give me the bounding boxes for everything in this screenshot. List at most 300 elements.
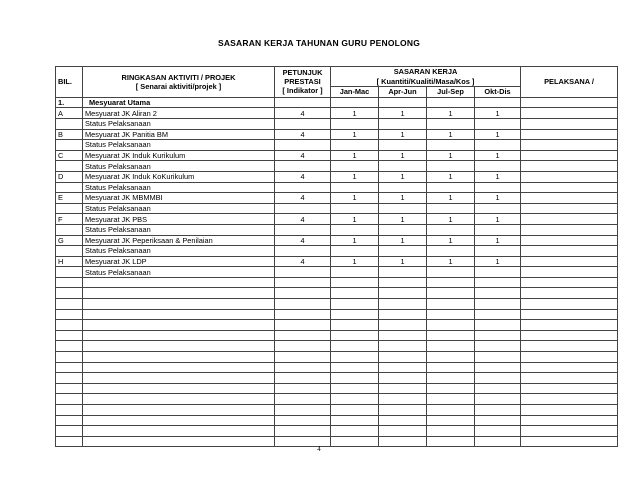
row-activity: Mesyuarat JK Aliran 2 [83,108,275,119]
row-indicator: 4 [275,193,331,204]
empty-cell [331,320,379,331]
row-status: Status Pelaksanaan [83,161,275,172]
row-status: Status Pelaksanaan [83,246,275,257]
empty-cell [475,224,521,235]
work-target-table [55,66,618,447]
empty-cell [331,352,379,363]
row-q1: 1 [331,193,379,204]
empty-cell [275,405,331,416]
row-q1: 1 [331,235,379,246]
row-q1: 1 [331,256,379,267]
empty-row [56,341,618,352]
empty-cell [427,277,475,288]
table-row-status [56,224,618,235]
empty-cell [56,330,83,341]
table-row-status [56,203,618,214]
empty-cell [427,341,475,352]
empty-cell [521,352,618,363]
empty-cell [521,299,618,310]
page-number: 4 [317,445,321,453]
table-row [56,193,618,204]
empty-cell [275,288,331,299]
empty-cell [427,140,475,151]
row-q4: 1 [475,171,521,182]
empty-cell [56,277,83,288]
empty-cell [521,341,618,352]
empty-cell [379,383,427,394]
empty-cell [521,140,618,151]
row-pelaksana [521,235,618,246]
row-q1: 1 [331,108,379,119]
empty-cell [331,394,379,405]
empty-cell [427,320,475,331]
empty-cell [379,299,427,310]
header-q2: Apr-Jun [379,87,427,98]
empty-cell [83,362,275,373]
empty-cell [475,203,521,214]
empty-cell [379,405,427,416]
empty-cell [56,118,83,129]
row-activity: Mesyuarat JK PBS [83,214,275,225]
empty-row [56,426,618,437]
row-activity: Mesyuarat JK LDP [83,256,275,267]
row-pelaksana [521,193,618,204]
empty-cell [56,182,83,193]
empty-cell [275,415,331,426]
empty-cell [427,288,475,299]
empty-cell [379,309,427,320]
empty-cell [521,320,618,331]
empty-cell [56,405,83,416]
empty-cell [275,330,331,341]
empty-cell [331,246,379,257]
empty-cell [475,320,521,331]
empty-cell [521,203,618,214]
empty-cell [379,330,427,341]
empty-cell [379,394,427,405]
empty-cell [331,405,379,416]
empty-cell [56,224,83,235]
empty-cell [427,224,475,235]
row-indicator: 4 [275,256,331,267]
empty-cell [275,383,331,394]
row-bil: C [56,150,83,161]
row-status: Status Pelaksanaan [83,118,275,129]
empty-cell [56,341,83,352]
row-pelaksana [521,108,618,119]
empty-cell [331,362,379,373]
empty-cell [475,415,521,426]
empty-row [56,394,618,405]
empty-cell [475,362,521,373]
empty-cell [83,341,275,352]
empty-cell [331,426,379,437]
row-q4: 1 [475,256,521,267]
row-bil: D [56,171,83,182]
header-sasaran-line2: [ Kuantiti/Kualiti/Masa/Kos ] [331,77,521,87]
header-ringkasan-line1: RINGKASAN AKTIVITI / PROJEK [121,72,236,82]
empty-cell [275,373,331,384]
empty-cell [275,182,331,193]
empty-row [56,362,618,373]
row-q3: 1 [427,150,475,161]
empty-cell [427,267,475,278]
table-row [56,256,618,267]
empty-cell [521,224,618,235]
empty-cell [56,267,83,278]
row-q3: 1 [427,108,475,119]
empty-row [56,330,618,341]
row-q3: 1 [427,235,475,246]
empty-cell [56,320,83,331]
empty-cell [427,299,475,310]
empty-cell [475,309,521,320]
empty-cell [83,373,275,384]
row-pelaksana [521,256,618,267]
row-q1: 1 [331,129,379,140]
empty-row [56,320,618,331]
empty-row [56,288,618,299]
empty-cell [379,415,427,426]
empty-cell [83,299,275,310]
empty-cell [331,373,379,384]
row-bil: A [56,108,83,119]
empty-cell [521,246,618,257]
row-q3: 1 [427,193,475,204]
row-status: Status Pelaksanaan [83,140,275,151]
empty-cell [56,140,83,151]
row-indicator: 4 [275,214,331,225]
empty-cell [56,288,83,299]
empty-cell [331,182,379,193]
empty-cell [521,426,618,437]
row-bil: B [56,129,83,140]
empty-cell [521,383,618,394]
table-row-status [56,246,618,257]
header-ringkasan-line2: [ Senarai aktiviti/projek ] [135,81,222,91]
row-q2: 1 [379,150,427,161]
row-q3: 1 [427,214,475,225]
empty-cell [521,405,618,416]
empty-cell [475,246,521,257]
row-activity: Mesyuarat JK Induk KoKurikulum [83,171,275,182]
empty-cell [475,383,521,394]
row-q3: 1 [427,256,475,267]
empty-cell [331,203,379,214]
empty-cell [331,140,379,151]
empty-cell [427,352,475,363]
empty-cell [83,309,275,320]
table-row-status [56,161,618,172]
empty-cell [275,267,331,278]
empty-cell [331,383,379,394]
empty-cell [427,394,475,405]
empty-cell [475,426,521,437]
row-indicator: 4 [275,129,331,140]
row-q2: 1 [379,235,427,246]
empty-cell [475,341,521,352]
empty-cell [275,140,331,151]
empty-cell [475,161,521,172]
empty-cell [427,405,475,416]
table-row [56,150,618,161]
row-bil: F [56,214,83,225]
row-q2: 1 [379,256,427,267]
empty-cell [56,299,83,310]
empty-cell [83,426,275,437]
row-pelaksana [521,214,618,225]
empty-cell [427,182,475,193]
empty-row [56,415,618,426]
empty-cell [56,426,83,437]
empty-cell [275,277,331,288]
row-bil: E [56,193,83,204]
header-petunjuk-line2: PRESTASI [284,77,321,87]
row-q4: 1 [475,129,521,140]
empty-cell [427,309,475,320]
empty-cell [427,362,475,373]
empty-cell [331,267,379,278]
row-activity: Mesyuarat JK Panitia BM [83,129,275,140]
section-bil: 1. [56,97,83,108]
empty-cell [379,161,427,172]
empty-cell [331,118,379,129]
empty-cell [521,330,618,341]
empty-cell [83,415,275,426]
row-activity: Mesyuarat JK Induk Kurikulum [83,150,275,161]
table-row [56,129,618,140]
row-q2: 1 [379,129,427,140]
empty-cell [275,203,331,214]
empty-cell [331,415,379,426]
empty-cell [379,140,427,151]
empty-cell [521,362,618,373]
table-row [56,214,618,225]
empty-cell [275,246,331,257]
empty-cell [379,224,427,235]
empty-cell [521,118,618,129]
row-bil: G [56,235,83,246]
empty-cell [331,277,379,288]
empty-cell [521,277,618,288]
row-q3: 1 [427,171,475,182]
empty-cell [521,373,618,384]
empty-cell [475,299,521,310]
empty-cell [56,415,83,426]
empty-cell [83,277,275,288]
table-row [56,108,618,119]
empty-cell [379,118,427,129]
empty-cell [427,373,475,384]
empty-cell [475,373,521,384]
empty-cell [83,405,275,416]
row-status: Status Pelaksanaan [83,203,275,214]
header-pelaksana: PELAKSANA / [521,67,618,98]
empty-cell [475,394,521,405]
row-indicator: 4 [275,171,331,182]
empty-cell [331,299,379,310]
empty-cell [475,182,521,193]
empty-cell [521,182,618,193]
empty-cell [275,352,331,363]
header-sasaran-line1: SASARAN KERJA [331,67,521,77]
empty-cell [475,118,521,129]
row-indicator: 4 [275,235,331,246]
empty-cell [379,203,427,214]
empty-row [56,352,618,363]
empty-cell [379,341,427,352]
empty-cell [275,320,331,331]
empty-cell [475,267,521,278]
empty-cell [427,161,475,172]
empty-cell [379,373,427,384]
empty-row [56,299,618,310]
empty-cell [331,341,379,352]
empty-cell [56,309,83,320]
section-row [56,97,618,108]
empty-cell [379,288,427,299]
row-status: Status Pelaksanaan [83,224,275,235]
table-row-status [56,182,618,193]
header-ringkasan [83,67,275,98]
row-activity: Mesyuarat JK MBMMBI [83,193,275,204]
empty-cell [275,309,331,320]
empty-cell [379,277,427,288]
header-q4: Okt-Dis [475,87,521,98]
empty-cell [275,362,331,373]
table-row-status [56,140,618,151]
empty-cell [427,415,475,426]
header-petunjuk-line3: [ Indikator ] [282,86,323,96]
empty-cell [56,394,83,405]
empty-cell [275,118,331,129]
empty-cell [379,352,427,363]
empty-cell [275,426,331,437]
empty-cell [83,320,275,331]
empty-cell [331,309,379,320]
empty-cell [521,394,618,405]
empty-row [56,383,618,394]
empty-row [56,405,618,416]
table-row [56,171,618,182]
table-row-status [56,267,618,278]
empty-cell [475,330,521,341]
empty-cell [475,288,521,299]
empty-cell [83,383,275,394]
empty-cell [56,352,83,363]
row-indicator: 4 [275,108,331,119]
row-q2: 1 [379,193,427,204]
empty-cell [427,203,475,214]
page-title: SASARAN KERJA TAHUNAN GURU PENOLONG [217,38,421,48]
row-status: Status Pelaksanaan [83,182,275,193]
empty-cell [56,203,83,214]
row-status: Status Pelaksanaan [83,267,275,278]
row-q2: 1 [379,214,427,225]
empty-cell [475,277,521,288]
empty-cell [427,246,475,257]
empty-cell [379,267,427,278]
section-label: Mesyuarat Utama [83,97,275,108]
row-pelaksana [521,150,618,161]
empty-cell [56,161,83,172]
row-activity: Mesyuarat JK Peperiksaan & Penilaian [83,235,275,246]
header-petunjuk [275,67,331,98]
row-q1: 1 [331,214,379,225]
empty-cell [275,224,331,235]
empty-cell [275,394,331,405]
empty-cell [275,161,331,172]
empty-cell [56,246,83,257]
empty-cell [475,405,521,416]
empty-cell [475,140,521,151]
empty-cell [427,330,475,341]
empty-row [56,309,618,320]
empty-cell [427,383,475,394]
row-q2: 1 [379,171,427,182]
empty-row [56,373,618,384]
empty-row [56,277,618,288]
row-q4: 1 [475,193,521,204]
row-q4: 1 [475,150,521,161]
empty-cell [427,118,475,129]
empty-cell [379,426,427,437]
table-row [56,235,618,246]
empty-cell [83,352,275,363]
empty-cell [521,161,618,172]
row-q2: 1 [379,108,427,119]
row-pelaksana [521,129,618,140]
empty-cell [475,352,521,363]
empty-cell [56,362,83,373]
empty-cell [83,288,275,299]
empty-cell [331,330,379,341]
empty-cell [275,299,331,310]
empty-cell [521,415,618,426]
empty-cell [427,426,475,437]
empty-cell [56,383,83,394]
empty-cell [275,341,331,352]
row-indicator: 4 [275,150,331,161]
empty-cell [331,224,379,235]
empty-cell [83,330,275,341]
row-q3: 1 [427,129,475,140]
row-q1: 1 [331,171,379,182]
empty-cell [83,394,275,405]
empty-cell [521,309,618,320]
header-bil: BIL. [56,67,83,98]
empty-cell [379,362,427,373]
row-q4: 1 [475,235,521,246]
empty-cell [379,246,427,257]
empty-cell [331,288,379,299]
empty-cell [521,288,618,299]
row-q4: 1 [475,214,521,225]
empty-cell [521,267,618,278]
empty-cell [379,320,427,331]
empty-cell [331,161,379,172]
header-q3: Jul-Sep [427,87,475,98]
header-q1: Jan-Mac [331,87,379,98]
header-petunjuk-line1: PETUNJUK [282,68,323,78]
empty-cell [379,182,427,193]
row-bil: H [56,256,83,267]
row-pelaksana [521,171,618,182]
row-q4: 1 [475,108,521,119]
row-q1: 1 [331,150,379,161]
table-row-status [56,118,618,129]
empty-cell [56,373,83,384]
